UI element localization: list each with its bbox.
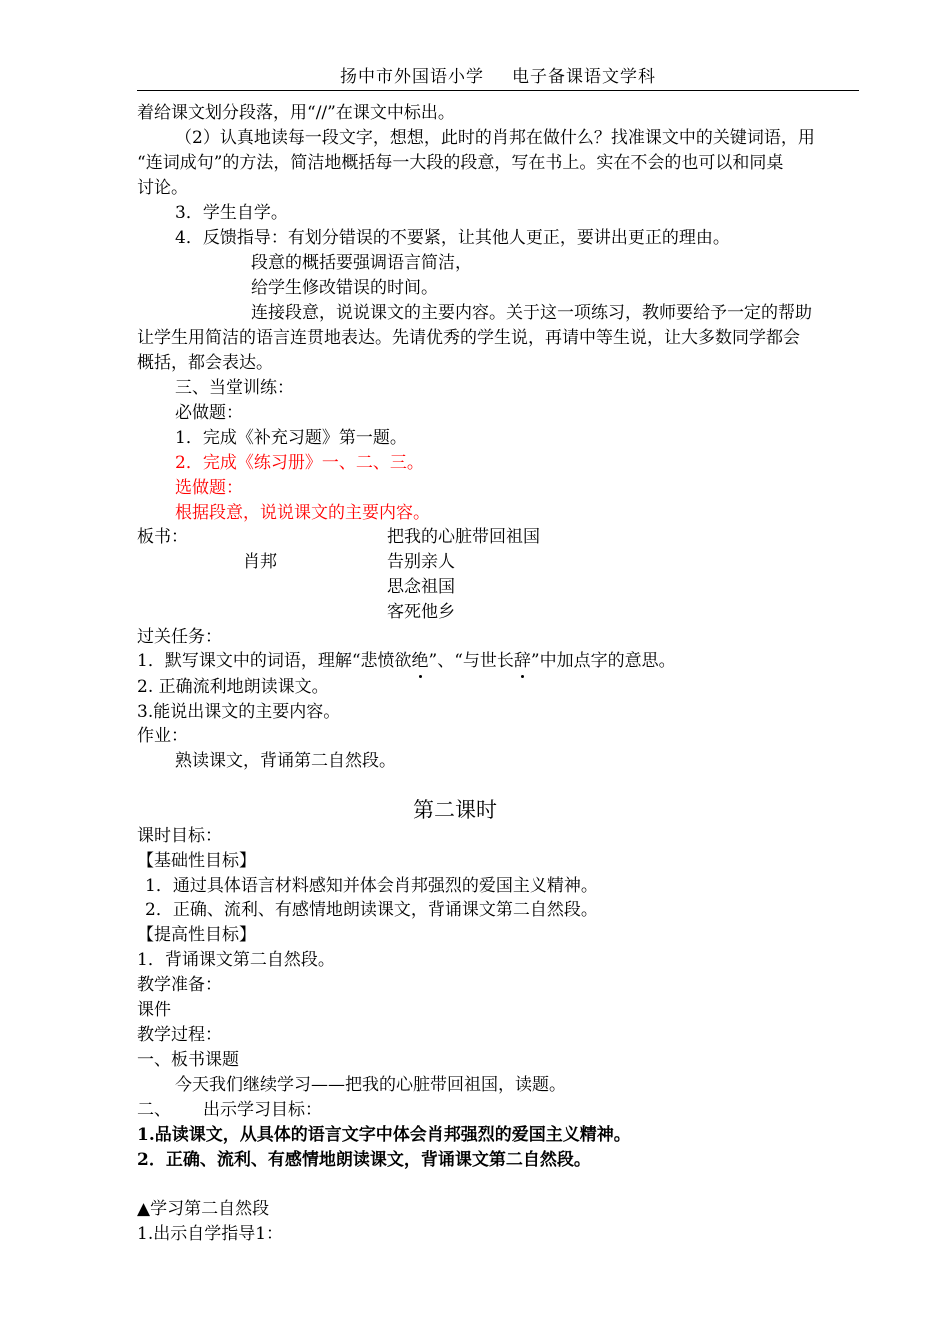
text-line-red: 根据段意，说说课文的主要内容。 (175, 503, 430, 523)
text-segment: 二、 (137, 1100, 171, 1120)
text-line: 今天我们继续学习——把我的心脏带回祖国，读题。 (175, 1075, 566, 1095)
dotted-char: 辞 (513, 651, 531, 671)
text-segment: ”中加点字的意思。 (530, 651, 676, 671)
text-line: ▲学习第二自然段 (137, 1199, 270, 1219)
text-line-bold: 2．正确、流利、有感情地朗读课文，背诵课文第二自然段。 (137, 1150, 591, 1170)
text-segment: ”、“与世长 (428, 651, 514, 671)
lesson-title: 第二课时 (413, 798, 497, 822)
text-line: 让学生用简洁的语言连贯地表达。先请优秀的学生说，再请中等生说，让大多数同学都会 (137, 328, 800, 348)
text-line: 教学过程： (137, 1025, 222, 1045)
text-line: 过关任务： (137, 627, 222, 647)
text-line: “连词成句”的方法，简洁地概括每一大段的段意，写在书上。实在不会的也可以和同桌 (137, 153, 784, 173)
text-segment: 出示学习目标： (203, 1100, 322, 1120)
text-line: 教学准备： (137, 975, 222, 995)
text-line: 连接段意，说说课文的主要内容。关于这一项练习，教师要给予一定的帮助 (251, 303, 812, 323)
text-line: 1．完成《补充习题》第一题。 (175, 428, 407, 448)
text-line: 1．背诵课文第二自然段。 (137, 950, 335, 970)
text-segment: 1．默写课文中的词语，理解“悲愤欲 (137, 651, 412, 671)
section-heading: 三、当堂训练： (175, 378, 294, 398)
text-line-bold: 1.品读课文，从具体的语言文字中体会肖邦强烈的爱国主义精神。 (137, 1125, 631, 1145)
header-subject: 电子备课语文学科 (512, 67, 656, 87)
text-line-red: 2．完成《练习册》一、二、三。 (175, 453, 424, 473)
text-line: 给学生修改错误的时间。 (251, 278, 438, 298)
text-line: 讨论。 (137, 178, 188, 198)
board-left: 肖邦 (243, 552, 277, 572)
text-line: 【基础性目标】 (137, 851, 256, 871)
board-item: 告别亲人 (387, 552, 455, 572)
text-line: 熟读课文，背诵第二自然段。 (175, 751, 396, 771)
board-item: 思念祖国 (387, 577, 455, 597)
text-line: 2．正确、流利、有感情地朗读课文，背诵课文第二自然段。 (145, 900, 598, 920)
board-item: 客死他乡 (387, 602, 455, 622)
text-line-red: 选做题： (175, 478, 243, 498)
board-title: 把我的心脏带回祖国 (387, 527, 540, 547)
dotted-char: 绝 (411, 651, 429, 671)
page-header (137, 62, 859, 91)
text-line: 3.能说出课文的主要内容。 (137, 702, 341, 722)
text-line: 必做题： (175, 403, 243, 423)
text-line: 概括，都会表达。 (137, 353, 273, 373)
text-line: 一、板书课题 (137, 1050, 239, 1070)
text-line: 课件 (137, 1000, 171, 1020)
text-line (137, 1098, 322, 1122)
text-line: 4．反馈指导：有划分错误的不要紧，让其他人更正，要讲出更正的理由。 (175, 228, 730, 248)
text-line: 课时目标： (137, 826, 222, 846)
text-line: 2. 正确流利地朗读课文。 (137, 677, 329, 697)
header-school: 扬中市外国语小学 (340, 67, 484, 87)
text-line: 着给课文划分段落，用“//”在课文中标出。 (137, 103, 455, 123)
text-line: 1.出示自学指导1： (137, 1224, 284, 1244)
board-label: 板书： (137, 527, 188, 547)
text-line: 段意的概括要强调语言简洁， (251, 253, 472, 273)
text-line: 1．通过具体语言材料感知并体会肖邦强烈的爱国主义精神。 (145, 876, 598, 896)
text-line: 3．学生自学。 (175, 203, 288, 223)
text-line: （2）认真地读每一段文字，想想，此时的肖邦在做什么？找准课文中的关键词语，用 (175, 128, 815, 148)
text-line (137, 649, 676, 673)
text-line: 作业： (137, 726, 188, 746)
text-line: 【提高性目标】 (137, 925, 256, 945)
